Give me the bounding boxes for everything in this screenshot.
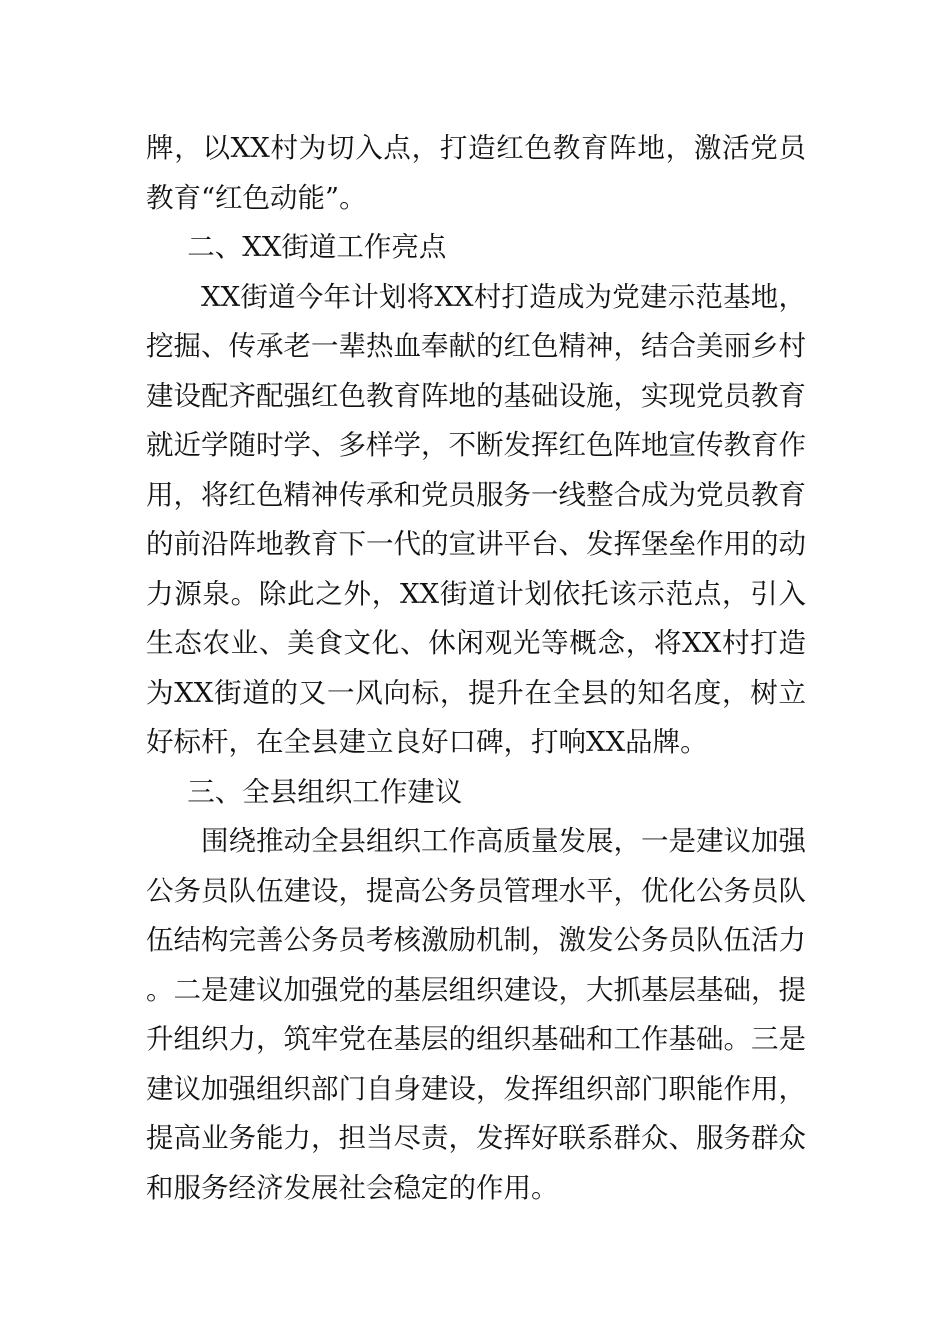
paragraph-county-suggestions: 围绕推动全县组织工作高质量发展，一是建议加强公务员队伍建设，提高公务员管理水平，优化公务员队伍结构完善公务员考核激励机制，激发公务员队伍活力。二是建议加强党的基层组织建设，大抓基层基础，提升组织力，筑牢党在基层的组织基础和工作基础。三是建议加强组织部门自身建设，发挥组织部门职能作用，提高业务能力，担当尽责，发挥好联系群众、服务群众和服务经济发展社会稳定的作用。 — [146, 825, 806, 1204]
paragraph-street-highlights: XX街道今年计划将XX村打造成为党建示范基地，挖掘、传承老一辈热血奉献的红色精神，结合美丽乡村建设配齐配强红色教育阵地的基础设施，实现党员教育就近学随时学、多样学，不断发挥红色阵地宣传教育作用，将红色精神传承和党员服务一线整合成为党员教育的前沿阵地教育下一代的宣讲平台、发挥堡垒作用的动力源泉。除此之外，XX街道计划依托该示范点，引入生态农业、美食文化、休闲观光等概念，将XX村打造为XX街道的又一风向标，提升在全县的知名度，树立好标杆，在全县建立良好口碑，打响XX品牌。 — [146, 280, 806, 758]
section-heading-county-suggestions: 三、全县组织工作建议 — [187, 775, 463, 808]
document-body — [146, 124, 806, 1213]
section-heading-street-highlights: 二、XX街道工作亮点 — [187, 231, 447, 263]
paragraph-continuation: 牌，以XX村为切入点，打造红色教育阵地，激活党员教育“红色动能”。 — [146, 132, 806, 214]
